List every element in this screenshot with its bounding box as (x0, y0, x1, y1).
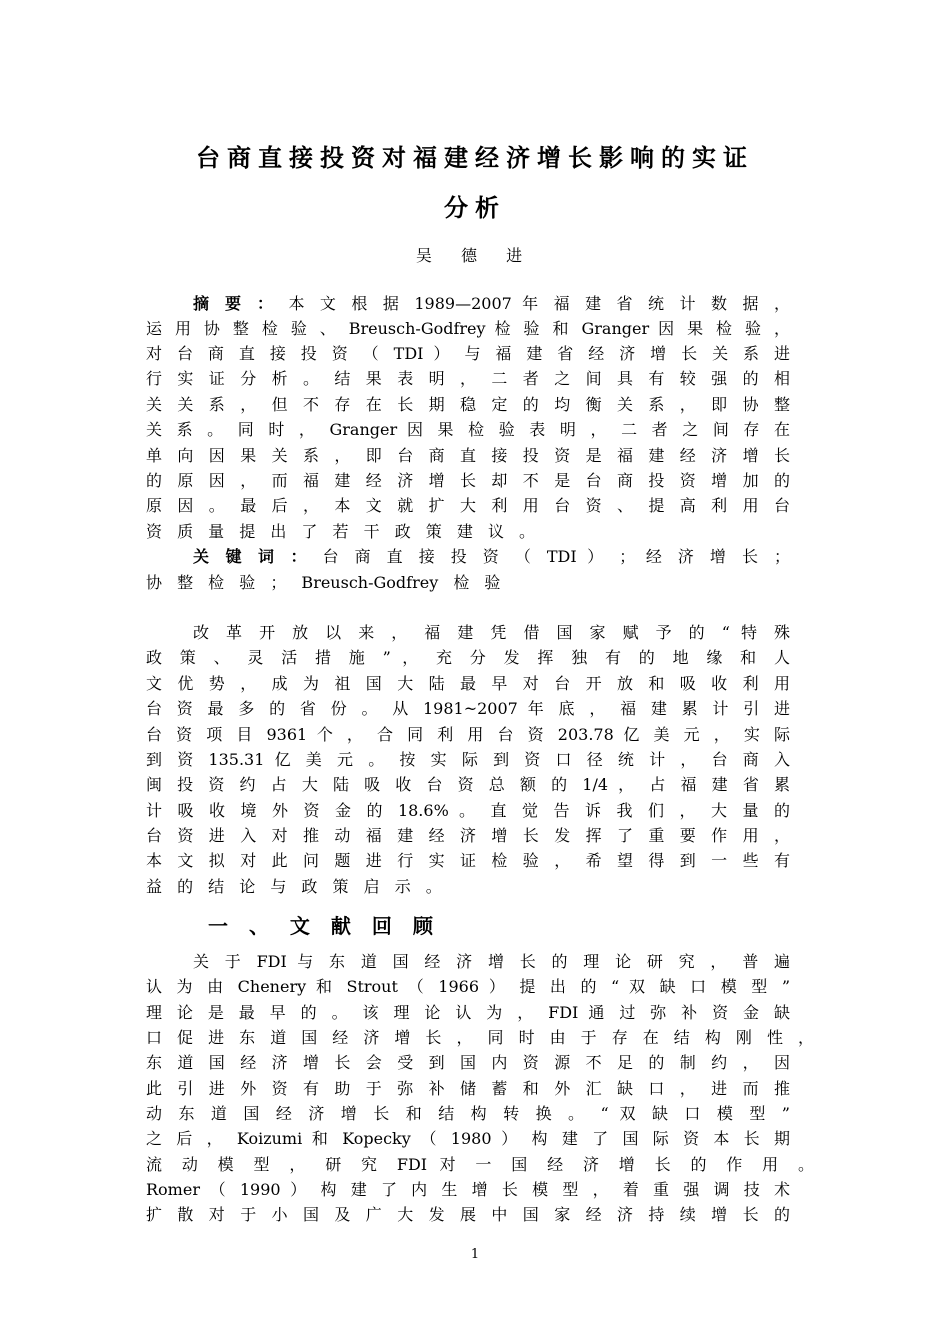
abstract-text: 本 文 根 据 1989—2007 年 福 建 省 统 计 数 据 ， (288, 294, 790, 313)
paper-title-line-2: 分析 (444, 194, 506, 222)
body-line: 关 于 FDI 与 东 道 国 经 济 增 长 的 理 论 研 究 ， 普 遍 (193, 952, 790, 971)
body-line: 流 动 模 型 ， 研 究 FDI 对 一 国 经 济 增 长 的 作 用 。 (146, 1155, 814, 1174)
paper-title-line-1: 台商直接投资对福建经济增长影响的实证 (196, 144, 754, 172)
keywords-line: 协 整 检 验 ； Breusch-Godfrey 检 验 (146, 573, 501, 592)
abstract-line: 原 因 。 最 后 ， 本 文 就 扩 大 利 用 台 资 、 提 高 利 用 台 (146, 496, 790, 515)
body-line: 动 东 道 国 经 济 增 长 和 结 构 转 换 。 “ 双 缺 口 模 型 ” (146, 1104, 790, 1123)
keywords-text: 台 商 直 接 投 资 （ TDI ） ； 经 济 增 长 ； (322, 547, 790, 566)
abstract-line: 对 台 商 直 接 投 资 （ TDI ） 与 福 建 省 经 济 增 长 关 系 进 (146, 344, 790, 363)
body-line: 扩 散 对 于 小 国 及 广 大 发 展 中 国 家 经 济 持 续 增 长 的 (146, 1205, 790, 1224)
body-line: 口 促 进 东 道 国 经 济 增 长 ， 同 时 由 于 存 在 结 构 刚 性 ， (146, 1028, 814, 1047)
body-line: 本 文 拟 对 此 问 题 进 行 实 证 检 验 ， 希 望 得 到 一 些 有 (146, 851, 790, 870)
section-heading: 一 、 文 献 回 顾 (208, 914, 440, 938)
author-name: 吴 德 进 (415, 246, 535, 265)
body-line: 理 论 是 最 早 的 。 该 理 论 认 为 ， FDI 通 过 弥 补 资 金 缺 (146, 1003, 790, 1022)
body-line: 东 道 国 经 济 增 长 会 受 到 国 内 资 源 不 足 的 制 约 ， 因 (146, 1053, 790, 1072)
abstract-line: 行 实 证 分 析 。 结 果 表 明 ， 二 者 之 间 具 有 较 强 的 相 (146, 369, 790, 388)
abstract-line: 资 质 量 提 出 了 若 干 政 策 建 议 。 (146, 522, 536, 541)
keywords-line (193, 545, 790, 569)
body-line: 台 资 项 目 9361 个 ， 合 同 利 用 台 资 203.78 亿 美 元 ， 实 际 (146, 725, 790, 744)
body-line: 改 革 开 放 以 来 ， 福 建 凭 借 国 家 赋 予 的 “ 特 殊 (193, 623, 790, 642)
abstract-label: 摘 要 ： (193, 294, 279, 313)
abstract-line: 单 向 因 果 关 系 ， 即 台 商 直 接 投 资 是 福 建 经 济 增 长 (146, 446, 790, 465)
body-line: 政 策 、 灵 活 措 施 ” ， 充 分 发 挥 独 有 的 地 缘 和 人 (146, 648, 790, 667)
body-line: 之 后 ， Koizumi 和 Kopecky （ 1980 ） 构 建 了 国 际 资 本 长 期 (146, 1129, 790, 1148)
body-line: 台 资 进 入 对 推 动 福 建 经 济 增 长 发 挥 了 重 要 作 用 ， (146, 826, 790, 845)
body-line: 计 吸 收 境 外 资 金 的 18.6% 。 直 觉 告 诉 我 们 ， 大 量 的 (146, 801, 790, 820)
body-line: Romer （ 1990 ） 构 建 了 内 生 增 长 模 型 ， 着 重 强 调 技 术 (146, 1180, 790, 1199)
page-number: 1 (470, 1247, 480, 1262)
body-line: 此 引 进 外 资 有 助 于 弥 补 储 蓄 和 外 汇 缺 口 ， 进 而 推 (146, 1079, 790, 1098)
body-line: 益 的 结 论 与 政 策 启 示 。 (146, 877, 442, 896)
body-line: 文 优 势 ， 成 为 祖 国 大 陆 最 早 对 台 开 放 和 吸 收 利 用 (146, 674, 790, 693)
body-line: 闽 投 资 约 占 大 陆 吸 收 台 资 总 额 的 1/4 ， 占 福 建 省 累 (146, 775, 790, 794)
body-line: 台 资 最 多 的 省 份 。 从 1981~2007 年 底 ， 福 建 累 计 引 进 (146, 699, 790, 718)
keywords-label: 关 键 词 ： (193, 547, 313, 566)
body-line: 到 资 135.31 亿 美 元 。 按 实 际 到 资 口 径 统 计 ， 台 商 入 (146, 750, 790, 769)
body-line: 认 为 由 Chenery 和 Strout （ 1966 ） 提 出 的 “ 双 缺 口 模 型 ” (146, 977, 790, 996)
abstract-line: 运 用 协 整 检 验 、 Breusch-Godfrey 检 验 和 Granger 因 果 检 验 ， (146, 319, 790, 338)
abstract-line: 关 关 系 ， 但 不 存 在 长 期 稳 定 的 均 衡 关 系 ， 即 协 整 (146, 395, 790, 414)
abstract-line: 关 系 。 同 时 ， Granger 因 果 检 验 表 明 ， 二 者 之 间 存 在 (146, 420, 790, 439)
abstract-line: 的 原 因 ， 而 福 建 经 济 增 长 却 不 是 台 商 投 资 增 加 的 (146, 471, 790, 490)
abstract-line (193, 292, 790, 316)
